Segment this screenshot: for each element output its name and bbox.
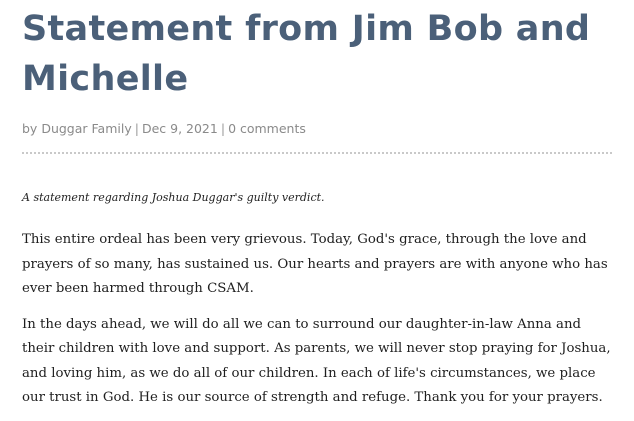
post-date: Dec 9, 2021 xyxy=(141,121,218,136)
meta-separator: | xyxy=(220,121,226,136)
post-meta xyxy=(22,120,612,138)
meta-prefix: by xyxy=(22,121,38,136)
meta-separator: | xyxy=(134,121,139,136)
paragraph-1: This entire ordeal has been very grievous. Today, God's grace, through the love and prayers of so many, has sustained us. Our hearts and prayers are with anyone who has ever been harmed through CSAM. xyxy=(22,232,608,296)
divider xyxy=(22,152,612,154)
paragraph-2: In the days ahead, we will do all we can to surround our daughter-in-law Anna and their children with love and support. As parents, we will never stop praying for Joshua, and loving him, as we do all of our children. In each of life's circumstances, we place our trust in God. He is our source of strength and refuge. Thank you for your prayers. xyxy=(22,316,611,405)
post-subtitle: A statement regarding Joshua Duggar's guilty verdict. xyxy=(22,191,325,204)
page-title: Statement from Jim Bob and Michelle xyxy=(22,9,591,99)
author-link[interactable]: Duggar Family xyxy=(41,121,132,136)
comments-link[interactable]: 0 comments xyxy=(228,121,306,136)
